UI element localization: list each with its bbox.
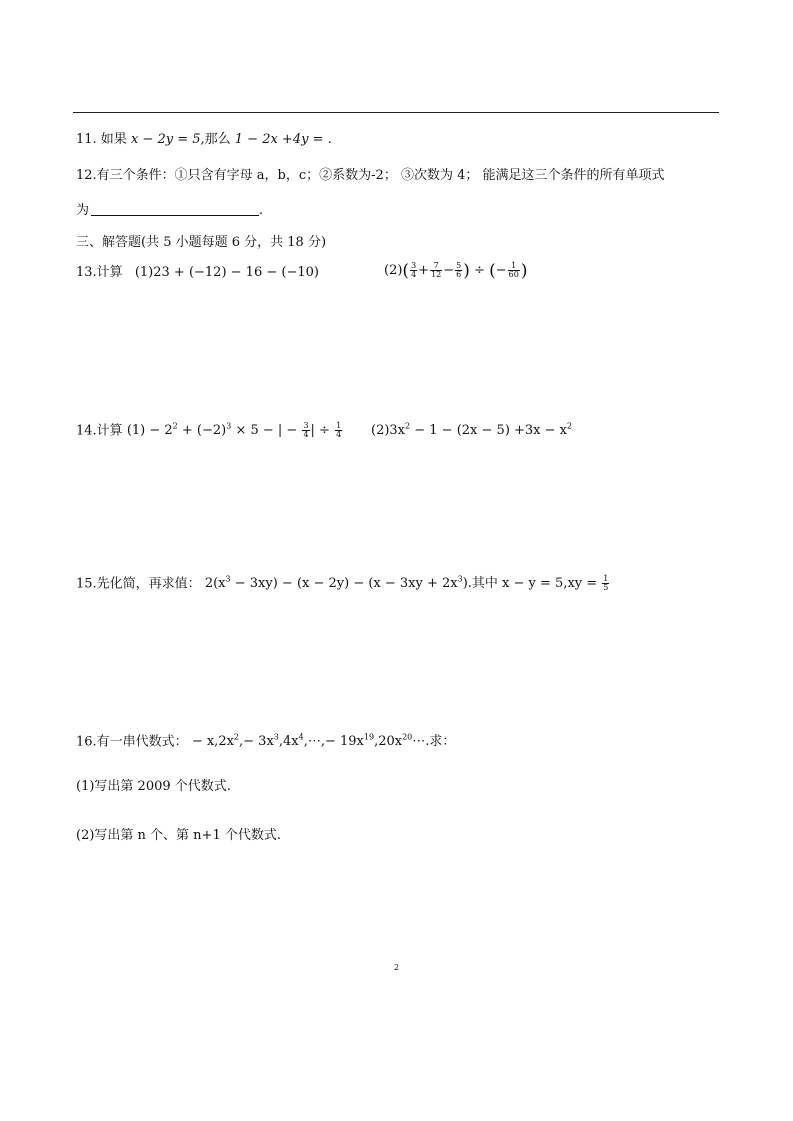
question-16: [76, 729, 455, 751]
q16-sub1-text: (1)写出第 2009 个代数式.: [76, 779, 231, 794]
question-14: [76, 418, 343, 440]
q14-label: 14.计算: [76, 423, 123, 439]
q16-sub2-text: (2)写出第 n 个、第 n+1 个代数式.: [76, 828, 281, 843]
section-3-heading: 三、解答题(共 5 小题每题 6 分，共 18 分): [76, 235, 327, 250]
question-16-sub2: [76, 827, 281, 845]
q13-part2-prefix: (2): [384, 263, 403, 278]
q13-frac-3: $\frac{5}{6}$: [456, 261, 462, 279]
q11-prefix: 11. 如果: [76, 132, 131, 147]
q13-divide: ÷: [474, 263, 485, 278]
q11-math: x − 2y = 5,: [130, 132, 205, 147]
question-13: [76, 264, 319, 282]
question-12-line2: [76, 201, 263, 220]
q13-frac-4: $\frac{1}{60}$: [508, 261, 519, 279]
page-number: 2: [394, 963, 400, 972]
question-15: [76, 571, 610, 593]
q14-part2: $(2)3x^2 - 1 - (2x - 5) +3x - x^2$: [371, 422, 573, 439]
q13-frac-2: $\frac{7}{12}$: [431, 261, 442, 279]
question-12-line1: [76, 167, 665, 185]
question-14-part2: [371, 418, 572, 440]
answer-blank[interactable]: [91, 201, 259, 216]
q12-prefix: 为: [76, 203, 90, 218]
header-rule: [73, 112, 719, 113]
q14-frac-1: $\frac{3}{4}$: [303, 421, 309, 440]
section-3-title: [76, 234, 326, 252]
q13-label: 13.计算: [76, 265, 123, 280]
q13-frac-1: $\frac{3}{4}$: [411, 261, 417, 279]
question-16-sub1: [76, 778, 231, 796]
question-13-part2: (2)( $\frac{3}{4}$ + $\frac{7}{12}$ − $\frac{5}{6}$ ) ÷ (− $\frac{1}{60}$ ): [384, 261, 528, 281]
q11-mid: 那么: [204, 132, 235, 147]
q12-text: 12.有三个条件：①只含有字母 a，b，c；②系数为-2； ③次数为 4； 能满足这三个条件的所有单项式: [76, 168, 665, 183]
q15-frac: $\frac{1}{5}$: [603, 574, 609, 593]
question-11: [76, 131, 332, 149]
q11-math2: 1 − 2x +4y = .: [234, 132, 332, 147]
q14-frac-2: $\frac{1}{4}$: [336, 421, 342, 440]
q16-label: 16.有一串代数式：: [76, 734, 188, 750]
q16-sequence: − $x,2x^2,-$ $3x^3,4x^4,\cdots,-$ $19x^{19},20x^{20}\cdots$.求：: [191, 733, 456, 750]
q15-expression: $2(x^3 - 3xy) - (x - 2y) - (x - 3xy + 2x^3)$.其中 x − y = 5,xy = $\frac{1}{5}$: [204, 574, 609, 593]
q12-suffix: .: [259, 203, 264, 218]
q15-label: 15.先化简，再求值：: [76, 576, 201, 592]
q13-part1: (1)23 + (−12) − 16 − (−10): [134, 265, 319, 280]
q14-part1: $(1) - 2^2 + (-2)^3 \times 5$ − | − $\frac{3}{4}$ | ÷ $\frac{1}{4}$: [126, 421, 342, 440]
